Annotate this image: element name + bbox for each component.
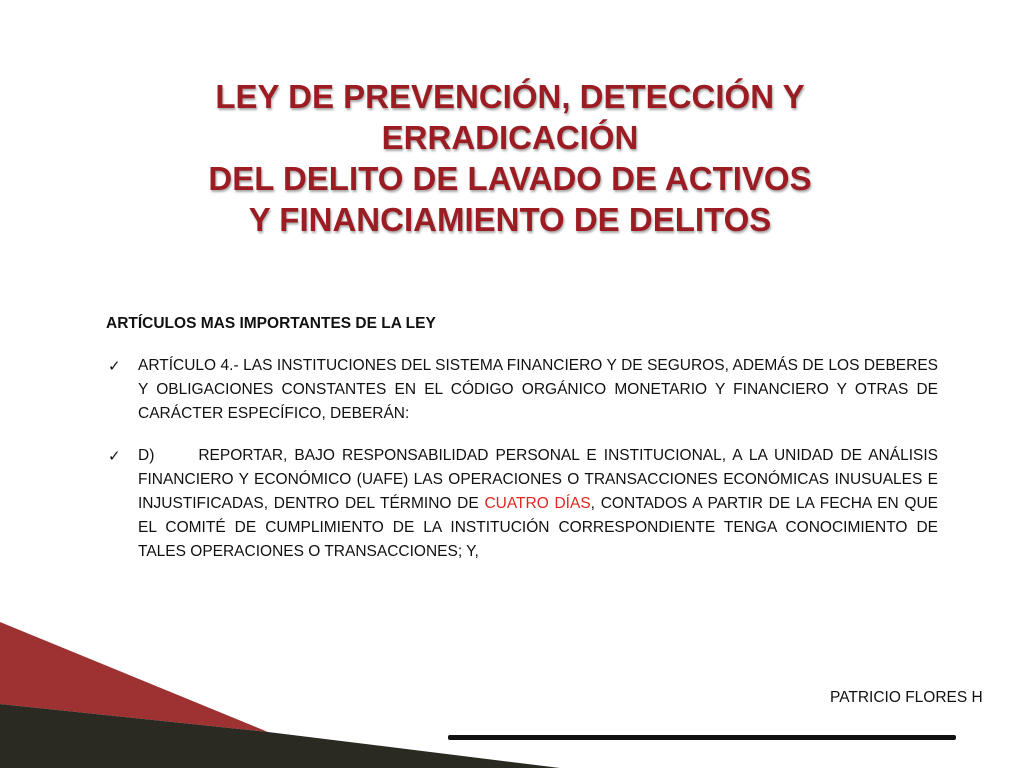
bullet-text-start: REPORTAR, BAJO RESPONSABILIDAD PERSONAL E INSTITUCIONAL, A LA UNIDAD DE ANÁLISIS FINANCIERO Y ECONÓMICO (UAFE) LAS OPERACIONES O TRANSACCIONES ECONÓMICAS INUSUALES E INJUSTIFICADAS, DENTRO DEL TÉRMINO DE bbox=[138, 447, 938, 512]
section-heading: ARTÍCULOS MAS IMPORTANTES DE LA LEY bbox=[106, 315, 436, 332]
item-label: D) bbox=[138, 447, 155, 464]
footer-rule bbox=[448, 735, 956, 740]
bullet-text-end: , CONTADOS A PARTIR DE LA FECHA EN QUE EL COMITÉ DE CUMPLIMIENTO DE LA INSTITUCIÓN CORRESPONDIENTE TENGA CONOCIMIENTO DE TALES OPERACIONES O TRANSACCIONES; Y, bbox=[138, 495, 939, 560]
bullet-text: ARTÍCULO 4.- LAS INSTITUCIONES DEL SISTEMA FINANCIERO Y DE SEGUROS, ADEMÁS DE LOS DEBERES Y OBLIGACIONES CONSTANTES EN EL CÓDIGO ORGÁNICO MONETARIO Y FINANCIERO Y OTRAS DE CARÁCTER ESPECÍFICO, DEBERÁN: bbox=[138, 357, 938, 422]
highlight-text: CUATRO DÍAS bbox=[484, 495, 591, 512]
title-line-1: LEY DE PREVENCIÓN, DETECCIÓN Y ERRADICACIÓN bbox=[215, 78, 805, 156]
author-name: PATRICIO FLORES H bbox=[830, 689, 983, 706]
slide-body bbox=[106, 312, 938, 582]
title-line-2: DEL DELITO DE LAVADO DE ACTIVOS bbox=[208, 160, 812, 197]
title-line-3: Y FINANCIAMIENTO DE DELITOS bbox=[248, 201, 772, 238]
bullet-item-d bbox=[106, 444, 938, 564]
checkmark-icon: ✓ bbox=[108, 447, 121, 465]
checkmark-icon: ✓ bbox=[108, 357, 121, 375]
bullet-article-4 bbox=[106, 354, 938, 426]
corner-decoration bbox=[0, 600, 1024, 768]
slide-title bbox=[100, 76, 920, 240]
